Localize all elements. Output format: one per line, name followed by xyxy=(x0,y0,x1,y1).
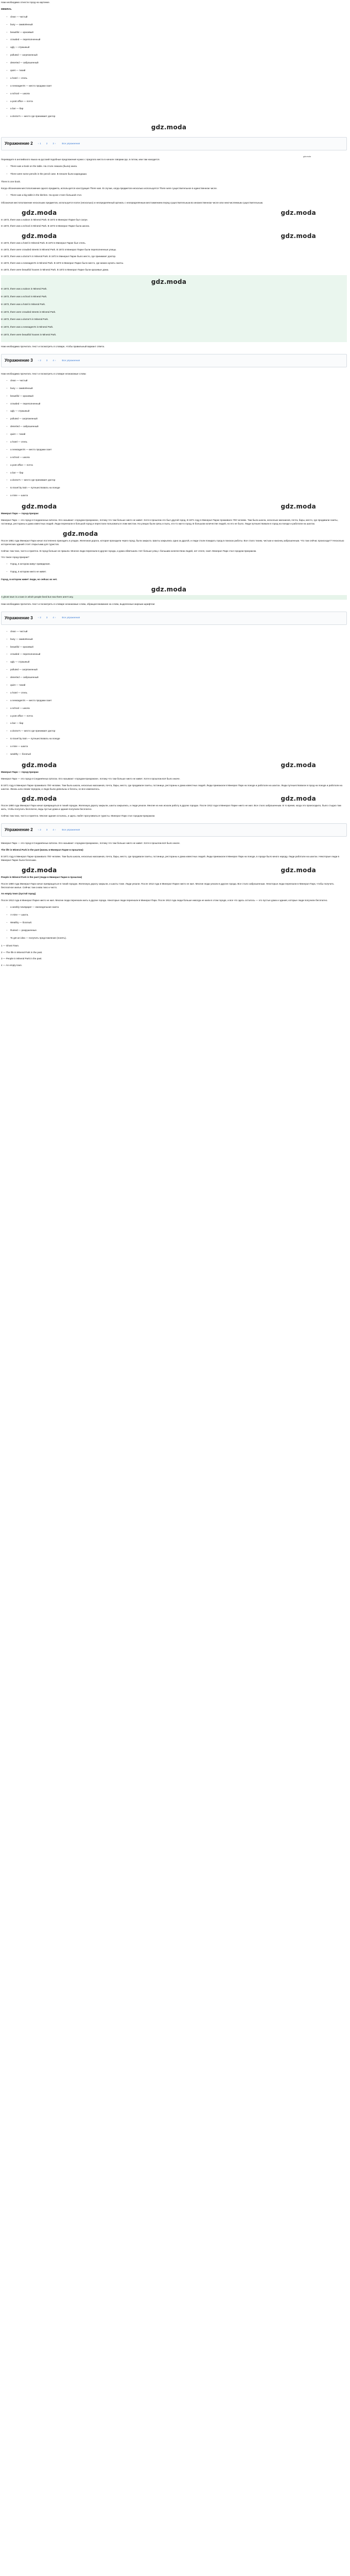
story-paragraph: После 1881 года Минерал Парк начал постепенно приходить в упадок. Железная дорога, которая проходила через город, была закрыта. Шахты закрылись одна за другой, и люди стали покидать город в поисках работы. Все стало тихим, чистым и наконец заброшенным. Что там сейчас происходит? Несколько исторических зданий стоят открытыми для туристов. xyxy=(1,539,344,546)
watermark-logo: gdz.moda xyxy=(151,278,187,285)
list-item: – There was a big table in the kitchen. На кухне стоял большой стол. xyxy=(6,194,347,197)
answer-en: In 1872, there was a hotel in Mineral Park. xyxy=(1,302,46,306)
list-item: – Wealthy — богатый. xyxy=(6,921,347,925)
list-item: – A mine — шахта. xyxy=(6,913,347,917)
answer-en: In 1872, there was a doctor's in Mineral Park. xyxy=(1,318,49,321)
example-list xyxy=(1,194,347,197)
watermark-row xyxy=(1,123,347,132)
list-item: – a hotel — отель xyxy=(6,77,347,80)
list-item: – a weekly newspaper — еженедельная газета xyxy=(6,906,347,909)
answer-en: In 1872, there was a school in Mineral Park. xyxy=(1,295,47,298)
exercise-title: Упражнение 3 xyxy=(5,358,33,363)
subheading: The life in Mineral Park in the past (жизнь в Минерал Парке в прошлом) xyxy=(1,849,83,852)
exercise-header xyxy=(1,354,347,367)
answer-line: In 1872, there was a doctor's in Mineral Park. В 1872 в Минерал Парке было место, где принимает доктор. xyxy=(1,255,116,258)
current-exercise-button[interactable] xyxy=(46,359,48,363)
list-item: – There were some pencils in the pencil case. В пенале были карандаши. xyxy=(6,173,347,176)
current-exercise-button[interactable] xyxy=(46,142,48,146)
pill-label: 2 xyxy=(40,359,41,362)
list-item: – a post office — почта xyxy=(6,715,347,718)
answer-line: In 1872, there was a hotel in Mineral Park. В 1872 в Минерал Парке был отель. xyxy=(1,242,86,245)
story-paragraph: Сейчас там тихо, чисто и приятно. В город больше не пришли. Многие люди переехали в другие города, и дома обветшали. Нет больше улиц с большим количеством людей, нет отеля, газет. Минерал Парк стал городом-призраком. xyxy=(1,549,257,552)
answer-line: In 1872, there were beautiful houses in Mineral Park. В 1872 в Минерал Парке были красивые дома. xyxy=(1,268,109,271)
pill-label: 3 xyxy=(52,142,54,145)
paragraph: Обозначая местоположение нескольких предметов, используется some (несколько) и неопределённый артикль с неопределённым местоимением перед существительным во множественном числе или неисчисляемым существительным. xyxy=(1,201,264,204)
list-item: – a mine — шахта xyxy=(6,745,347,749)
story-paragraph: Минерал Парк — это город в Соединенных Штатах. Его называют «городом-призраком», потому что там больше никто не живет. Хотя в прошлом это был другой город. В 1871 году в Минерал Парке проживало 700 человек. Там была школа, несколько магазинов, почта, бары, место, где продавали газеты, гостиница, рестораны и дома известных людей. Люди переехали в большой город и перестали пользоваться этим местом. На улицах были грязь и пыль, кто-то жил в город. В большом количестве людей, но его не было. Люди путешествовали в город на поезде и работали на шахтах. xyxy=(1,518,338,525)
answer-line: 4 — An empty town. xyxy=(1,964,23,967)
current-exercise-button[interactable] xyxy=(46,616,48,620)
watermark-small: gdz.moda xyxy=(303,156,311,158)
vocab-list-3 xyxy=(1,630,347,756)
list-item: – a hotel — отель xyxy=(6,691,347,695)
list-item: – a bar — бар xyxy=(6,722,347,725)
watermark-row xyxy=(1,760,347,770)
answers-highlight xyxy=(1,275,347,342)
list-item: – a doctor's — место где принимает доктор xyxy=(6,479,347,482)
list-item: – a doctor's — место где принимает доктор xyxy=(6,115,347,118)
list-item: – crowded — переполненный xyxy=(6,402,347,406)
answer-line: In 1872, there was a newsagent's in Mineral Park. В 1872 в Минерал Парке было место, где можно купить газеты. xyxy=(1,262,124,265)
page xyxy=(0,0,350,981)
answer-line: In 1872, there was a school in Mineral Park. В 1872 в Минерал Парке была школа. xyxy=(1,225,90,228)
list-item: – a post office — почта xyxy=(6,464,347,467)
all-exercises-link[interactable]: Все упражнения xyxy=(62,616,80,619)
watermark-logo: gdz.moda xyxy=(281,866,316,874)
watermark-logo: gdz.moda xyxy=(151,124,187,131)
all-exercises-link[interactable]: Все упражнения xyxy=(62,142,80,145)
watermark-logo: gdz.moda xyxy=(22,795,57,803)
subheading: An empty town (пустой город) xyxy=(1,892,36,895)
answer-en: In 1872, there was a newsagent's in Mineral Park. xyxy=(1,326,54,329)
answer-line: In 1872, there were crowded streets in Mineral Park. В 1872 в Минерал Парке были переполненные улицы. xyxy=(1,248,117,251)
list-item: – a doctor's — место где принимает доктор xyxy=(6,730,347,733)
paragraph: Переведите в английского языка на русский подобные предложения нужно с предлога места в начале говорим где, в потом, кем там находится. xyxy=(1,158,160,161)
exercise-title: Упражнение 2 xyxy=(5,141,33,146)
paragraph: После 1880 года Минерал Парк начал превращаться в тихий городок. Железную дорогу закрыли, и шахты тоже. Люди уехали. После 1912 года в Минерал Парке никто не жил. Многие люди уехали в другие города. Все стало заброшенным. Некоторые люди переехали в Минерал Парк, чтобы получить бесплатное жилье. Сейчас там снова тихо и чисто. xyxy=(1,882,334,889)
next-exercise-button[interactable]: 4 › xyxy=(52,359,56,362)
watermark-row xyxy=(1,866,347,875)
pill-label: 2 xyxy=(40,828,41,831)
list-item: – quiet — тихий xyxy=(6,684,347,687)
watermark-logo: gdz.moda xyxy=(63,530,98,537)
list-item: – deserted — заброшенный xyxy=(6,676,347,680)
watermark-logo: gdz.moda xyxy=(281,503,316,511)
watermark-logo: gdz.moda xyxy=(281,795,316,803)
prev-exercise-button[interactable]: ‹ 2 xyxy=(38,359,41,362)
list-item: – quiet — тихий xyxy=(6,69,347,73)
list-item: – ugly — страшный xyxy=(6,46,347,49)
story-paragraph: В 1871 году в Минерал Парке проживало 700 человек. Там была школа, несколько магазинов, почта, бары, место, где продавали газеты, гостиница, рестораны и дома известных людей. Люди приезжали в Минерал Парк на поезде и работали на шахтах. Люди путешествовали в город на поезде и работали на шахтах. Жизнь шла своим чередом, и люди были довольны и богаты, но все изменилось. xyxy=(1,784,343,790)
paragraph: Когда обозначаем местоположение одного предмета, используется конструкция There was. В случае, когда предметов несколько используется There were существительное в единственном числе. xyxy=(1,187,218,190)
paragraph: Минерал Парк — это город в Соединённых Штатах. Его называют «городом-призраком», потому что там больше никто не живет. Хотя в прошлом всё было иначе. xyxy=(1,842,180,845)
current-exercise-button[interactable] xyxy=(46,828,48,832)
pill-label: 1 xyxy=(40,142,41,145)
list-item: – a newsagent's — место продажи газет xyxy=(6,448,347,452)
list-item: – polluted — загрязненный xyxy=(6,668,347,672)
list-item: – busy — оживлённый xyxy=(6,23,347,27)
watermark-row xyxy=(1,502,347,511)
exercise-header xyxy=(1,612,347,625)
mineral-title: MINERAL xyxy=(1,7,12,10)
watermark-row xyxy=(1,529,347,538)
list-item: – a school — школа xyxy=(6,456,347,460)
paragraph: There is one book. xyxy=(1,180,21,183)
list-item: – a mine — шахта xyxy=(6,494,347,498)
story-paragraph: Сейчас там тихо, чисто и приятно. Многие здания остались, и здесь любят прогуливаться туристы. Минерал Парк стал городом-призраком. xyxy=(1,815,155,818)
list-item: – beautiful — красивый xyxy=(6,395,347,398)
watermark-logo: gdz.moda xyxy=(22,232,57,240)
pill-label: 3 xyxy=(46,616,48,619)
watermark-logo: gdz.moda xyxy=(151,586,187,593)
question: Что такое город-призрак? xyxy=(1,556,29,559)
list-item: – a newsagent's — место продажи газет xyxy=(6,699,347,703)
answer-line: 3 — People in Mineral Park in the past. xyxy=(1,957,42,960)
prev-exercise-button[interactable]: ‹ 2 xyxy=(38,616,41,619)
story-paragraph: После 1880 года Минерал Парк начал превращаться в тихий городок. Железную дорогу закрыли, шахты закрылись, и люди уехали. Многие из них искали работу в других городах. После 1912 года в Минерал Парке никто не жил. Все стало заброшенным. В то время, когда это происходило, было стыдно там жить, чтобы получать бесплатно, ведь пустые дома и здания получили бесплатно. xyxy=(1,804,341,811)
next-exercise-button[interactable]: 4 › xyxy=(52,828,56,831)
question-options xyxy=(1,563,347,574)
watermark-row xyxy=(1,277,347,286)
list-item: – to travel by train — путешествовать на поезде xyxy=(6,737,347,741)
list-item: – a school — школа xyxy=(6,707,347,710)
story-title: Минерал Парк — город-призрак xyxy=(1,512,39,515)
list-item: – wealthy — богатый xyxy=(6,753,347,756)
paragraph: Нам необходимо прочитать текст и посмотреть в словаре, чтобы правильный вариант ответа. xyxy=(1,345,105,348)
watermark-logo: gdz.moda xyxy=(22,761,57,769)
list-item: – clean — чистый xyxy=(6,15,347,19)
list-item: – a school — школа xyxy=(6,92,347,96)
paragraph: Нам необходимо прочитать текст и посмотреть в словаре незнакомые слова, обращая внимание на слова, выделенные жирным шрифтом: xyxy=(1,602,155,605)
list-item: – To get an idea — получить представление (понять). xyxy=(6,937,347,940)
vocab-list-4 xyxy=(1,906,347,940)
watermark-logo: gdz.moda xyxy=(281,209,316,216)
next-exercise-button[interactable]: 3 › xyxy=(52,142,56,145)
exercise-header xyxy=(1,137,347,150)
watermark-row xyxy=(1,585,347,594)
list-item: – a post office — почта xyxy=(6,100,347,104)
final-answers xyxy=(1,944,347,968)
list-item: – clean — чистый xyxy=(6,630,347,634)
exercise-title: Упражнение 2 xyxy=(5,827,33,833)
list-item: – polluted — загрязненный xyxy=(6,417,347,421)
watermark-logo: gdz.moda xyxy=(22,503,57,511)
pill-label: 3 xyxy=(46,359,48,362)
pill-label: 4 xyxy=(52,616,54,619)
answer-line: 2 — The life in Mineral Park in the past. xyxy=(1,951,43,954)
intro-text: Нам необходимо отнести город на картинке. xyxy=(1,1,50,4)
list-item: – beautiful — красивый xyxy=(6,646,347,649)
watermark-logo: gdz.moda xyxy=(281,761,316,769)
list-item: – polluted — загрязненный xyxy=(6,54,347,57)
answer-en: In 1872, there was a saloon in Mineral Park. xyxy=(1,287,47,290)
list-item: – deserted — заброшенный xyxy=(6,425,347,429)
prev-exercise-button[interactable]: ‹ 2 xyxy=(38,828,41,831)
list-item: – busy — оживлённый xyxy=(6,638,347,641)
watermark-logo: gdz.moda xyxy=(22,209,57,216)
list-item: – a bar — бар xyxy=(6,471,347,475)
list-item: – crowded — переполненный xyxy=(6,38,347,42)
list-item: – a bar — бар xyxy=(6,107,347,111)
all-exercises-link[interactable]: Все упражнения xyxy=(62,828,80,831)
watermark-logo: gdz.moda xyxy=(281,232,316,240)
answer-en: In 1872, there were crowded streets in Mineral Park. xyxy=(1,310,56,313)
example-list xyxy=(1,165,347,176)
watermark-row xyxy=(1,794,347,803)
list-item: – quiet — тихий xyxy=(6,433,347,436)
list-item: – deserted — заброшенный xyxy=(6,61,347,65)
list-item: – busy — оживлённый xyxy=(6,387,347,391)
list-item: – ugly — страшный xyxy=(6,410,347,413)
subheading: People in Mineral Park in the past (люди в Минерал Парке в прошлом) xyxy=(1,875,82,878)
question-answer: Город, в котором живет люди, но сейчас их нет. xyxy=(1,578,58,581)
pill-label: 2 xyxy=(40,616,41,619)
pill-label: 4 xyxy=(52,828,54,831)
list-item: – a newsagent's — место продажи газет xyxy=(6,84,347,88)
story-title: Минерал Парк — город-призрак xyxy=(1,770,39,773)
exercise-header xyxy=(1,823,347,837)
list-item: – There was a book on the table. На столе лежала (была) книга. xyxy=(6,165,347,168)
paragraph: Нам необходимо прочитать текст и посмотреть в словаре незнакомые слова: xyxy=(1,372,86,375)
list-item: – to travel by train — путешествовать на поезде xyxy=(6,486,347,490)
watermark-logo: gdz.moda xyxy=(22,866,57,874)
answer-en: In 1872, there were beautiful houses in Mineral Park. xyxy=(1,333,57,336)
list-item: – ugly — страшный xyxy=(6,660,347,664)
pill-label: 2 xyxy=(46,142,48,145)
all-exercises-link[interactable]: Все упражнения xyxy=(62,359,80,362)
list-item: – Город, в котором никто не живет. xyxy=(6,570,347,574)
list-item: – crowded — переполненный xyxy=(6,653,347,656)
vocab-list-2 xyxy=(1,379,347,498)
list-item: – Город, в котором живут привидения. xyxy=(6,563,347,566)
vocab-list-1 xyxy=(1,15,347,118)
list-item: – clean — чистый xyxy=(6,379,347,383)
list-item: – a hotel — отель xyxy=(6,440,347,444)
watermark-row xyxy=(1,208,347,217)
answer-line: In 1872, there was a saloon in Mineral Park. В 1872 в Минерал Парке был салун. xyxy=(1,218,88,221)
paragraph: В 1871 году в Минерал Парке проживало 700 человек. Там была школа, несколько магазинов, почта, бары, место, где продавали газеты, гостиница, рестораны и дома известных людей. Люди приезжали в Минерал Парк на поезде, в городе было много народу. Люди работали на шахтах. Некоторые люди в Минерал Парке были богатыми. xyxy=(1,855,339,861)
watermark-row xyxy=(1,231,347,241)
story-paragraph: Минерал Парк — это город в Соединённых Штатах. Его называют «городом-призраком», потому что там больше никто не живет. Хотя в прошлом всё было иначе. xyxy=(1,777,180,780)
list-item: – beautiful — красивый xyxy=(6,31,347,35)
pill-label: 4 xyxy=(52,359,54,362)
next-exercise-button[interactable]: 4 › xyxy=(52,616,56,619)
answer-line: 1 — Ghost Town. xyxy=(1,944,20,947)
prev-exercise-button[interactable]: ‹ 1 xyxy=(38,142,41,145)
list-item: – Ruined — разрушенные. xyxy=(6,929,347,933)
paragraph: После 1912 года в Минерал Парке никто не жил. Многие люди переехали жить в другие города. Некоторые люди переехали в Минерал Парк. После 1912 года люди больше никогда не жили в этом городе, и все что здесь осталось — это пустые дома и здания, которые люди получили бесплатно. xyxy=(1,899,328,902)
exercise-title: Упражнение 3 xyxy=(5,615,33,620)
highlight-answer: A ghost town is a town in which people lived but now there aren't any. xyxy=(1,595,347,600)
pill-label: 3 xyxy=(46,828,48,831)
